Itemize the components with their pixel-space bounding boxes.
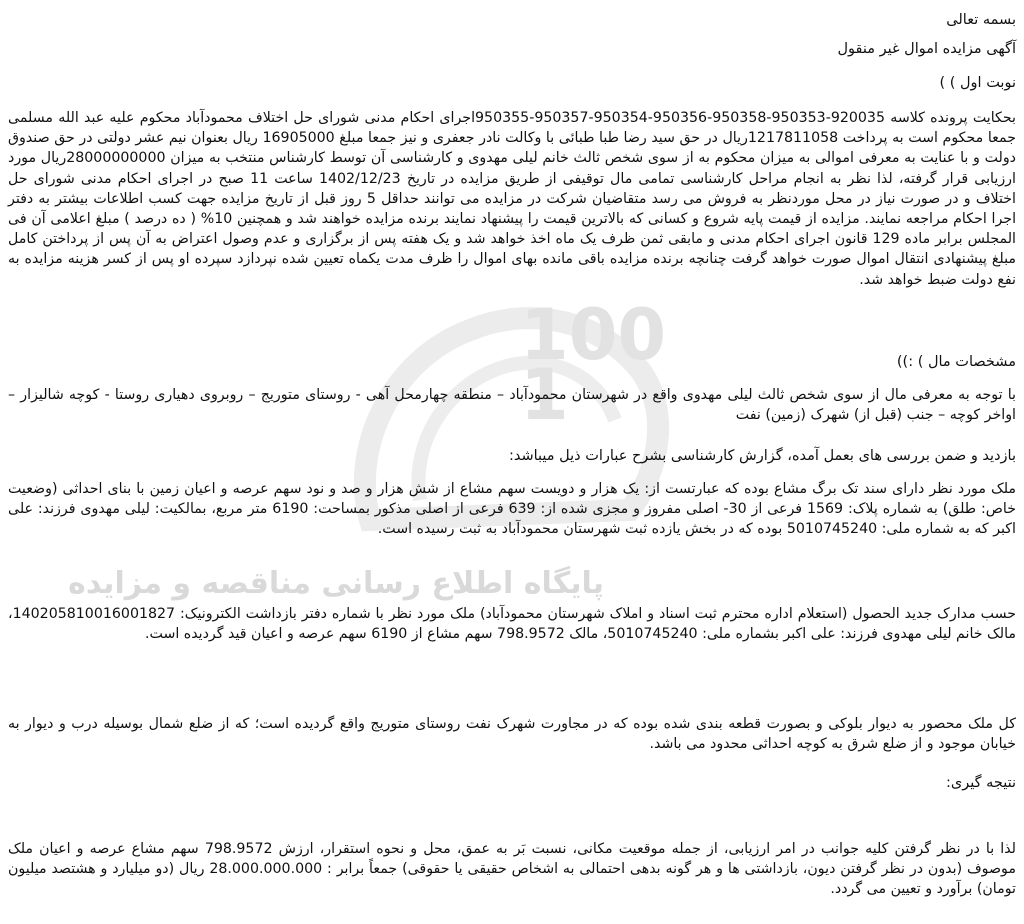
basmala: بسمه تعالی xyxy=(946,12,1016,28)
documents-paragraph: حسب مدارک جدید الحصول (استعلام اداره محترم ثبت اسناد و املاک شهرستان محمودآباد) ملک مورد نظر با شماره دفتر بازداشت الکترونیک: 140205810016001827، مالک خانم لیلی مهدوی فرزند: علی اکبر بشماره ملی: 5010745240، مالک 798.9572 سهم مشاع از 6190 سهم عرصه و اعیان قید گردیده است. xyxy=(8,606,1016,643)
location-paragraph: با توجه به معرفی مال از سوی شخص ثالث لیلی مهدوی واقع در شهرستان محمودآباد – منطقه چهارمحل آهی - روستای متوریج – روبروی دهیاری روستا - کوچه شالیزار – اواخر کوچه – جنب (قبل از) شهرک (زمین) نفت xyxy=(8,387,1016,424)
property-paragraph: ملک مورد نظر دارای سند تک برگ مشاع بوده که عبارتست از: یک هزار و دویست سهم مشاع از شش هزار و صد و نود سهم عرصه و اعیان زمین با بنای احداثی (وضعیت خاص: طلق) به شماره پلاک: 1569 فرعی از 30- اصلی مفروز و مجزی شده از: 639 فرعی از اصلی مذکور بمساحت: 6190 متر مربع، بمالکیت: لیلی مهدوی فرزند: علی اکبر که به شماره ملی: 5010745240 بوده که در بخش یازده ثبت شهرستان محمودآباد به ثبت رسیده است. xyxy=(8,481,1017,538)
inspection-line: بازدید و ضمن بررسی های بعمل آمده، گزارش کارشناسی بشرح عبارات ذیل میباشد: xyxy=(508,448,1016,464)
enclosure-paragraph: کل ملک محصور به دیوار بلوکی و بصورت قطعه بندی شده بوده که در مجاورت شهرک نفت روستای متوریج واقع گردیده است؛ که از ضلع شمال بوسیله درب و دیوار به خیابان موجود و از ضلع شرق به کوچه احداثی محدود می باشد. xyxy=(8,716,1016,753)
watermark-text: پایگاه اطلاع رسانی مناقصه و مزایده xyxy=(68,566,604,601)
intro-paragraph: بحکایت پرونده کلاسه 920035-950353-950358-950356-950354-950357-950355اجرای احکام مدنی شورای حل اختلاف محمودآباد محکوم علیه عبد الله مسلمی جمعا محکوم است به پرداخت 1217811058ریال در حق سید رضا طبا طبائی با وکالت نادر جعفری و نیز جمعا مبلغ 16905000 ریال بعنوان نیم عشر دولتی در حق صندوق دولت و با عنایت به معرفی اموالی به میزان محکوم به از سوی شخص ثالث خانم لیلی مهدوی و کارشناسی آن توسط کارشناس منتخب به میزان 28000000000ریال مورد ارزیابی قرار گرفته، لذا نظر به انجام مراحل کارشناسی تمامی مال توقیفی از طریق مزایده در تاریخ 1402/12/23 ساعت 11 صبح در اجرای احکام مدنی شورای حل اختلاف و در صورت نیاز در محل موردنظر به فروش می رسد متقاضیان شرکت در مزایده می توانند حداقل 5 روز قبل از تاریخ مزایده جهت کسب اطلاعات بیشتر به دفتر اجرا احکام مراجعه نمایند. مزایده از قیمت پایه شروع و کسانی که بالاترین قیمت را پیشنهاد نمایند برنده مزایده خواهند شد و همچنین 10% ( ده درصد ) مبلغ اعلامی آن فی المجلس برابر ماده 129 قانون اجرای احکام مدنی و مابقی ثمن ظرف یک ماه اخذ خواهد شد و یک هفته پس از برگزاری و عدم وصول اعتراض به آن پس از پرداختن کامل مبلغ پیشنهادی انتقال اموال صورت خواهد گرفت چنانچه برنده مزایده باقی مانده بهای اموال را ظرف مدت یکماه تعیین شده نپردازد سپرده او پس از کسر هزینه مزایده به نفع دولت ضبط خواهد شد. xyxy=(8,110,1017,288)
watermark-digits: 1001 xyxy=(520,294,667,436)
notice-title: آگهی مزایده اموال غیر منقول xyxy=(837,41,1016,57)
conclusion-paragraph: لذا با در نظر گرفتن کلیه جوانب در امر ارزیابی، از جمله موقعیت مکانی، نسبت بَر به عمق، محل و نحوه استقرار، ارزش 798.9572 سهم مشاع عرصه و اعیان ملک موصوف (بدون در نظر گرفتن دیون، بازداشتی ها و هر گونه بدهی احتمالی به اشخاص حقیقی یا حقوقی) جمعاً برابر : 28.000.000.000 ریال (دو میلیارد و هشتصد میلیون تومان) برآورد و تعیین می گردد. xyxy=(8,841,1016,898)
specs-heading: مشخصات مال ) :)) xyxy=(896,354,1016,370)
conclusion-heading: نتیجه گیری: xyxy=(945,775,1016,791)
notice-round: نوبت اول ) ) xyxy=(939,75,1016,91)
